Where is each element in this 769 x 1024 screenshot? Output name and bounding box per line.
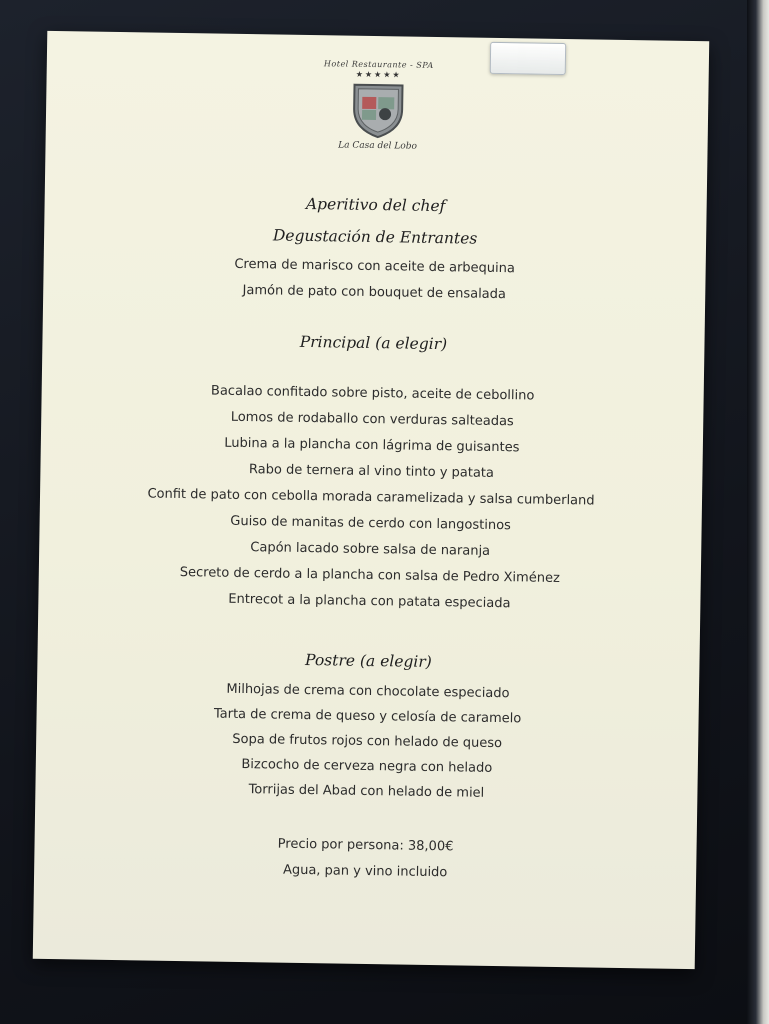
postre-item: Sopa de frutos rojos con helado de queso [232,731,503,752]
principal-item: Capón lacado sobre salsa de naranja [250,540,491,559]
principal-item: Lubina a la plancha con lágrima de guisantes [224,435,520,456]
postre-item: Torrijas del Abad con helado de miel [248,782,485,801]
plastic-clip [490,42,566,75]
shield-icon [350,81,407,140]
entrante-item: Crema de marisco con aceite de arbequina [234,256,516,277]
menu-folder-edge [747,0,769,1024]
menu-sheet [33,31,709,969]
principal-item: Guiso de manitas de cerdo con langostinos [230,513,511,534]
postre-item: Milhojas de crema con chocolate especiado [226,681,510,702]
principal-item: Bacalao confitado sobre pisto, aceite de cebollino [210,383,535,404]
postre-item: Tarta de crema de queso y celosía de caramelo [213,706,522,727]
logo-bottom-text: La Casa del Lobo [338,140,417,152]
logo-top-text: Hotel Restaurante - SPA [323,59,434,70]
included-text: Agua, pan y vino incluido [282,862,448,881]
logo-stars: ★★★★★ [355,69,402,80]
postre-heading: Postre (a elegir) [304,650,432,671]
principal-item: Entrecot a la plancha con patata especiada [228,591,511,612]
principal-item: Lomos de rodaballo con verduras salteadas [230,409,514,430]
restaurant-logo [317,59,439,171]
price-text: Precio por persona: 38,00€ [277,836,454,855]
principal-item: Rabo de ternera al vino tinto y patata [248,462,495,481]
entrante-item: Jamón de pato con bouquet de ensalada [242,282,507,303]
postre-item: Bizcocho de cerveza negra con helado [241,756,493,776]
aperitivo-heading: Aperitivo del chef [305,194,446,216]
principal-item: Confit de pato con cebolla morada caramelizada y salsa cumberland [147,486,595,509]
principal-heading: Principal (a elegir) [299,332,448,354]
principal-item: Secreto de cerdo a la plancha con salsa de Pedro Ximénez [179,565,560,586]
entrantes-heading: Degustación de Entrantes [272,226,478,248]
